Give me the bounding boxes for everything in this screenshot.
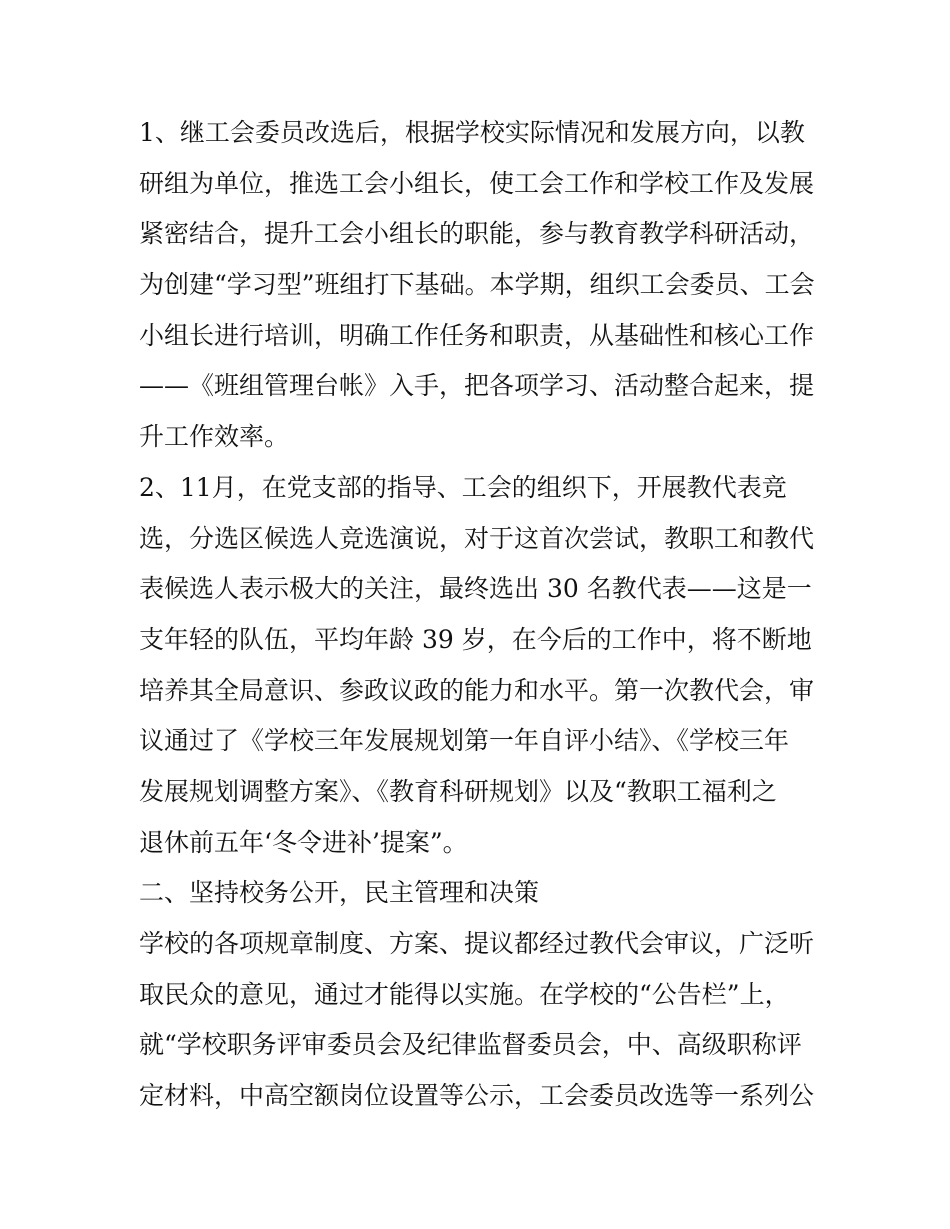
text-line: 升工作效率。 xyxy=(139,422,290,452)
text-line: 研组为单位，推选工会小组长，使工会工作和学校工作及发展 xyxy=(139,168,815,198)
text-line: 培养其全局意识、参政议政的能力和水平。第一次教代会，审 xyxy=(139,675,815,705)
text-line: 退休前五年‘冬令进补’提案”。 xyxy=(139,827,468,857)
text-line: ——《班组管理台帐》入手，把各项学习、活动整合起来，提 xyxy=(139,371,815,401)
text-line: 2、11月，在党支部的指导、工会的组织下，开展教代表竞 xyxy=(139,472,787,502)
text-line: 就“学校职务评审委员会及纪律监督委员会，中、高级职称评 xyxy=(139,1030,802,1060)
text-line: 支年轻的队伍，平均年龄 39 岁，在今后的工作中，将不断地 xyxy=(139,624,812,654)
text-line: 紧密结合，提升工会小组长的职能，参与教育教学科研活动， xyxy=(139,219,815,249)
text-line: 选，分选区候选人竞选演说，对于这首次尝试，教职工和教代 xyxy=(139,523,815,553)
body-text xyxy=(139,108,819,1122)
text-line: 定材料，中高空额岗位设置等公示，工会委员改选等一系列公 xyxy=(139,1081,815,1111)
text-line: 学校的各项规章制度、方案、提议都经过教代会审议，广泛听 xyxy=(139,929,815,958)
text-line: 发展规划调整方案》、《教育科研规划》以及“教职工福利之 xyxy=(139,776,777,806)
text-line: 取民众的意见，通过才能得以实施。在学校的“公告栏”上， xyxy=(139,979,790,1009)
text-line: 小组长进行培训，明确工作任务和职责，从基础性和核心工作 xyxy=(139,320,815,350)
text-line: 议通过了《学校三年发展规划第一年自评小结》、《学校三年 xyxy=(139,726,790,756)
section-heading: 二、坚持校务公开，民主管理和决策 xyxy=(139,878,540,908)
text-line: 为创建“学习型”班组打下基础。本学期，组织工会委员、工会 xyxy=(139,270,815,300)
text-line: 1、继工会委员改选后，根据学校实际情况和发展方向，以教 xyxy=(139,118,805,147)
text-line: 表候选人表示极大的关注，最终选出 30 名教代表——这是一 xyxy=(139,574,812,604)
